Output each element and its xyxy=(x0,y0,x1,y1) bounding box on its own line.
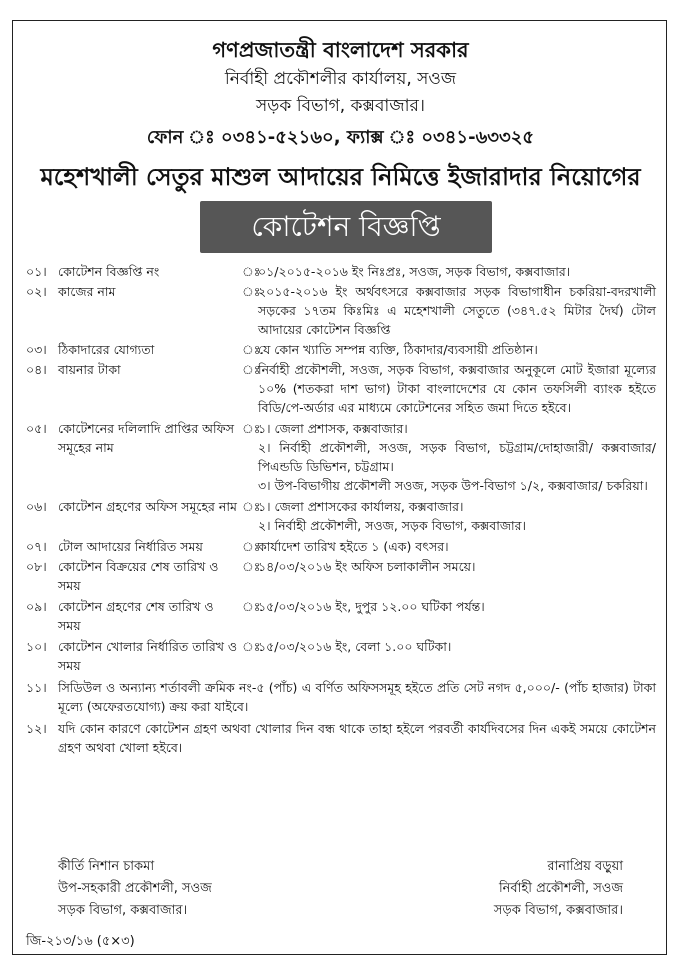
signatory-title: নির্বাহী প্রকৌশলী, সওজ xyxy=(498,881,623,896)
item-colon: ঃ xyxy=(242,599,261,614)
item-colon: ঃ xyxy=(242,342,261,357)
signatory-title: উপ-সহকারী প্রকৌশলী, সওজ xyxy=(58,881,212,896)
item-colon: ঃ xyxy=(242,559,261,574)
division-name: সড়ক বিভাগ, কক্সবাজার। xyxy=(256,96,425,116)
item-row xyxy=(26,537,656,556)
item-number: ০৩। xyxy=(26,342,47,357)
item-number: ০১। xyxy=(26,264,47,279)
note-text: যদি কোন কারণে কোটেশন গ্রহণ অথবা খোলার দিন বন্ধ থাকে তাহা হইলে পরবর্তী কার্যদিবসের দিন একই সময়ে কোটেশন গ্রহণ অথবা খোলা হইবে। xyxy=(58,721,656,755)
signatory-office: সড়ক বিভাগ, কক্সবাজার। xyxy=(58,903,188,918)
note-row xyxy=(26,678,656,716)
item-number: ০৯। xyxy=(26,599,47,614)
signatory-name: কীর্তি নিশান চাকমা xyxy=(58,859,155,874)
item-label: ঠিকাদারের যোগ্যতা xyxy=(58,342,155,357)
item-colon: ঃ xyxy=(242,639,261,654)
item-row xyxy=(26,360,656,417)
item-colon: ঃ xyxy=(242,284,261,299)
item-value: নির্বাহী প্রকৌশলী, সওজ, সড়ক বিভাগ, কক্সবাজার অনুকূলে মোট ইজারা মূল্যের ১০% (শতকরা দাশ ভাগ) টাকা বাংলাদেশের যে কোন তফসিলী ব্যাংক হইতে বিডি/পে-অর্ডার এর মাধ্যমে কোটেশনের সহিত জমা দিতে হইবে। xyxy=(258,362,656,415)
office-list-item: ১। জেলা প্রশাসক, কক্সবাজার। xyxy=(258,421,408,436)
item-label: কোটেশন বিজ্ঞপ্তি নং xyxy=(58,264,160,279)
item-value: যে কোন খ্যাতি সম্পন্ন ব্যক্তি, ঠিকাদার/ব্যবসায়ী প্রতিষ্ঠান। xyxy=(258,342,538,357)
item-label: কোটেশনের দলিলাদি প্রাপ্তির অফিস সমূহের নাম xyxy=(58,421,234,455)
note-number: ১১। xyxy=(26,680,47,695)
item-colon: ঃ xyxy=(242,539,261,554)
item-value xyxy=(258,497,656,535)
signatory-office: সড়ক বিভাগ, কক্সবাজার। xyxy=(493,903,623,918)
item-value: কার্যাদেশ তারিখ হইতে ১ (এক) বৎসর। xyxy=(258,539,449,554)
item-value: ০১/২০১৫-২০১৬ ইং নিঃপ্রঃ, সওজ, সড়ক বিভাগ, কক্সবাজার। xyxy=(258,264,571,279)
item-value: ১৫/০৩/২০১৬ ইং, বেলা ১.০০ ঘটিকা। xyxy=(258,639,452,654)
item-label: কাজের নাম xyxy=(58,284,116,299)
item-number: ১০। xyxy=(26,639,47,654)
signature-right xyxy=(494,856,623,922)
office-list-item: ১। জেলা প্রশাসকের কার্যালয়, কক্সবাজার। xyxy=(258,499,464,514)
item-label: বায়নার টাকা xyxy=(58,362,121,377)
item-row xyxy=(26,557,656,595)
item-number: ০৪। xyxy=(26,362,47,377)
item-colon: ঃ xyxy=(242,264,261,279)
item-colon: ঃ xyxy=(242,421,261,436)
signatory-name: রানাপ্রিয় বড়ুয়া xyxy=(547,859,623,874)
item-row xyxy=(26,262,656,281)
note-number: ১২। xyxy=(26,721,47,736)
item-number: ০৮। xyxy=(26,559,47,574)
item-label: কোটেশন গ্রহণের অফিস সমূহের নাম xyxy=(58,499,237,514)
item-row xyxy=(26,497,656,535)
note-text: সিডিউল ও অন্যান্য শর্তাবলী ক্রমিক নং-৫ (পাঁচ) এ বর্ণিত অফিসসমূহ হইতে প্রতি সেট নগদ ৫,০০০/- (পাঁচ হাজার) টাকা মূল্যে (অফেরতযোগ্য) ক্রয় করা যাইবে। xyxy=(58,680,656,714)
item-value: ১৪/০৩/২০১৬ ইং অফিস চলাকালীন সময়ে। xyxy=(258,559,476,574)
office-list-item: ৩। উপ-বিভাগীয় প্রকৌশলী সওজ, সড়ক উপ-বিভাগ ১/২, কক্সবাজার/ চকরিয়া। xyxy=(258,478,648,493)
item-label: কোটেশন বিক্রয়ের শেষ তারিখ ও সময় xyxy=(58,559,219,593)
item-label: কোটেশন গ্রহণের শেষ তারিখ ও সময় xyxy=(58,599,214,633)
item-row xyxy=(26,340,656,359)
item-number: ০২। xyxy=(26,284,47,299)
contact-line: ফোন ঃ ০৩৪১-৫২১৬০, ফ্যাক্স ঃ ০৩৪১-৬৩৩২৫ xyxy=(146,127,535,148)
item-colon: ঃ xyxy=(242,499,261,514)
item-row xyxy=(26,597,656,635)
office-list-item: ২। নির্বাহী প্রকৌশলী, সওজ, সড়ক বিভাগ, চট্টগ্রাম/দোহাজারী/ কক্সবাজার/ পিএন্ডডি ডিভিশন, চট্টগ্রাম। xyxy=(258,440,656,474)
signature-left xyxy=(58,856,212,922)
note-row xyxy=(26,719,656,757)
item-number: ০৬। xyxy=(26,499,47,514)
notice-banner: কোটেশন বিজ্ঞপ্তি xyxy=(200,201,492,253)
item-row xyxy=(26,419,656,495)
item-value xyxy=(258,419,656,495)
notice-subject: মহেশখালী সেতুর মাশুল আদায়ের নিমিত্তে ইজারাদার নিয়োগের xyxy=(40,163,641,191)
office-list-item: ২। নির্বাহী প্রকৌশলী, সওজ, সড়ক বিভাগ, কক্সবাজার। xyxy=(258,518,526,533)
item-colon: ঃ xyxy=(242,362,261,377)
govt-title: গণপ্রজাতন্ত্রী বাংলাদেশ সরকার xyxy=(212,38,469,62)
notice-items xyxy=(26,262,656,757)
reference-code: জি-২১৩/১৬ (৫×৩) xyxy=(26,934,135,949)
item-row xyxy=(26,282,656,339)
item-row xyxy=(26,637,656,675)
item-value: ১৫/০৩/২০১৬ ইং, দুপুর ১২.০০ ঘটিকা পর্যন্ত। xyxy=(258,599,485,614)
office-name: নির্বাহী প্রকৌশলীর কার্যালয়, সওজ xyxy=(224,69,457,89)
item-number: ০৭। xyxy=(26,539,47,554)
item-number: ০৫। xyxy=(26,421,47,436)
item-label: টোল আদায়ের নির্ধারিত সময় xyxy=(58,539,203,554)
item-value: ২০১৫-২০১৬ ইং অর্থবৎসরে কক্সবাজার সড়ক বিভাগাধীন চকরিয়া-বদরখালী সড়কের ১৭তম কিঃমিঃ এ মহেশখালী সেতুতে (৩৪৭.৫২ মিটার দৈর্ঘ) টোল আদায়ের কোটেশন বিজ্ঞপ্তি xyxy=(258,284,656,337)
item-label: কোটেশন খোলার নির্ধারিত তারিখ ও সময় xyxy=(58,639,238,673)
